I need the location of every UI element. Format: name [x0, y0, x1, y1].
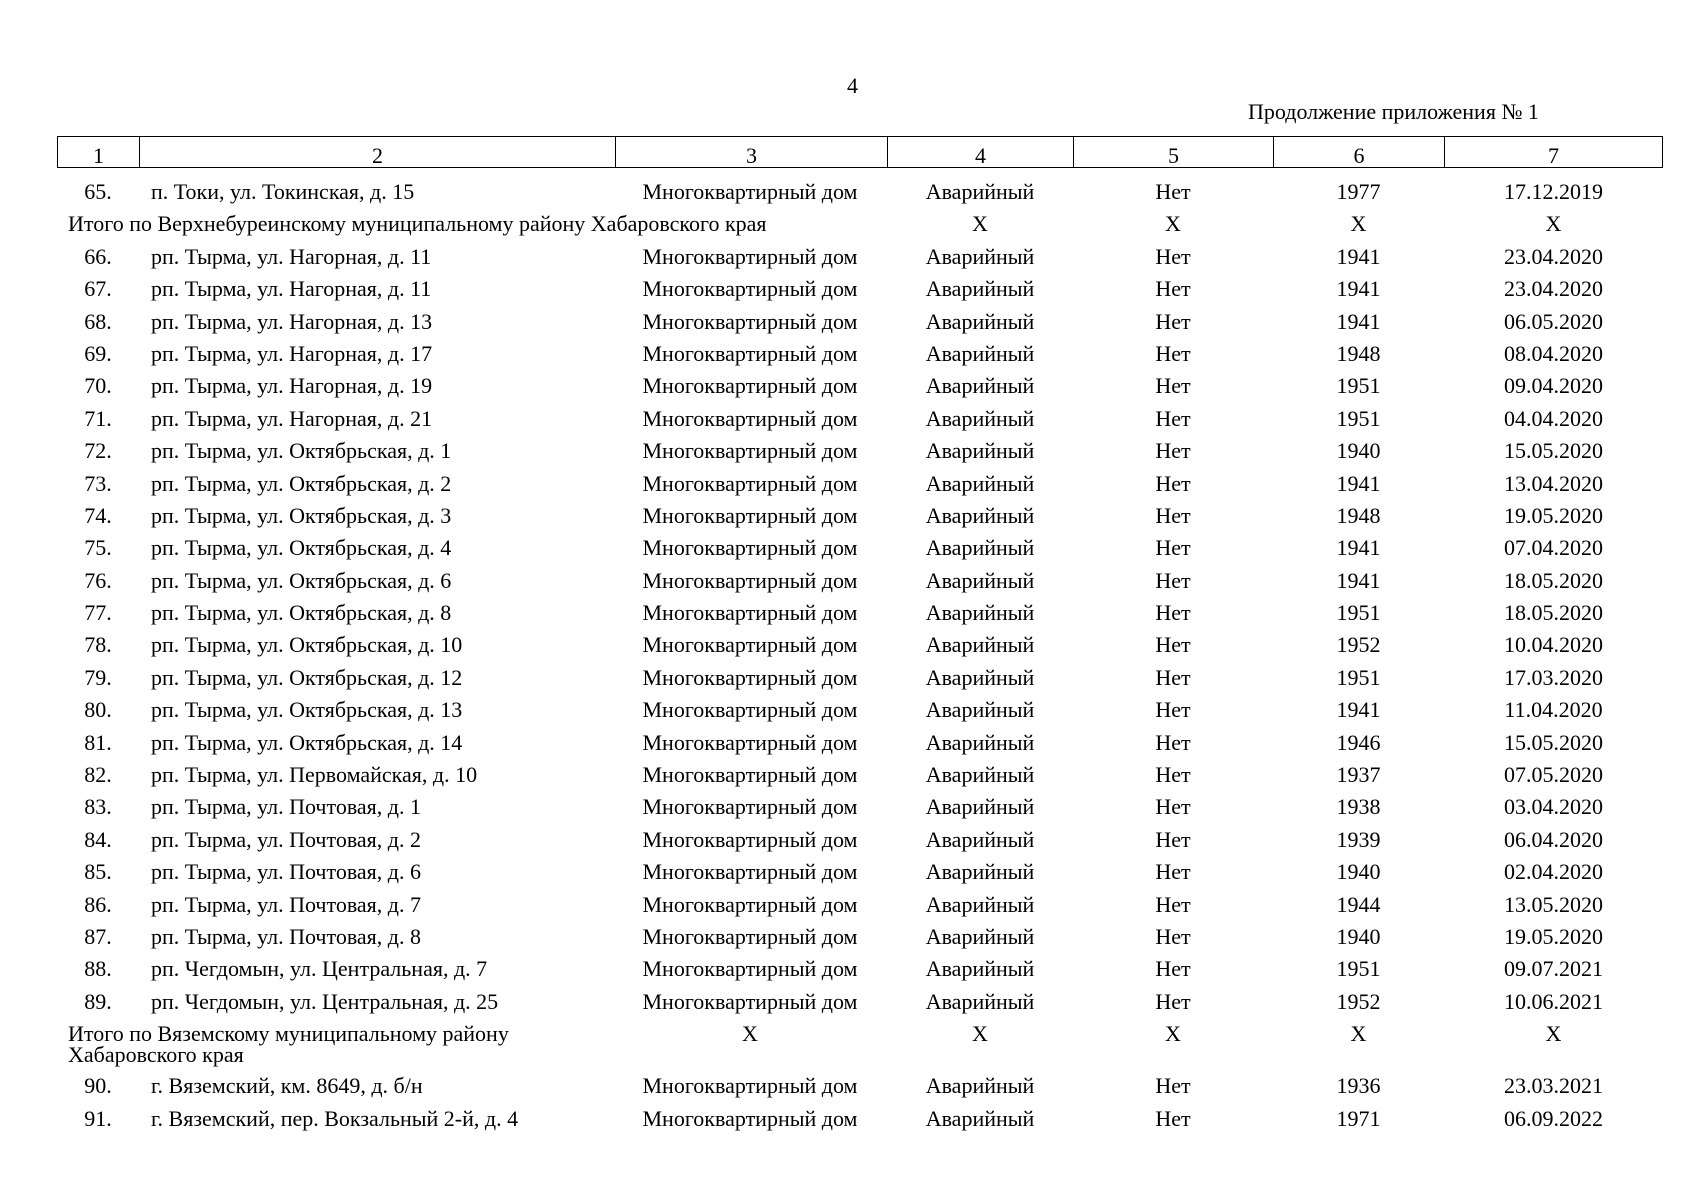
flag-cell: Нет	[1155, 502, 1191, 528]
date-cell: 13.04.2020	[1504, 470, 1603, 496]
address-cell: рп. Тырма, ул. Почтовая, д. 2	[151, 826, 421, 852]
flag-cell: Нет	[1155, 470, 1191, 496]
page-number: 4	[847, 73, 858, 98]
row-number: 80.	[84, 697, 112, 723]
address-cell: рп. Тырма, ул. Октябрьская, д. 10	[151, 632, 463, 658]
condition-cell: Аварийный	[925, 762, 1035, 788]
building-type-cell: Многоквартирный дом	[642, 729, 858, 755]
subtotal-x-6: Х	[1350, 1021, 1367, 1047]
address-cell: рп. Тырма, ул. Нагорная, д. 17	[151, 340, 433, 366]
address-cell: г. Вяземский, пер. Вокзальный 2-й, д. 4	[151, 1105, 519, 1131]
building-type-cell: Многоквартирный дом	[642, 470, 858, 496]
date-cell: 09.07.2021	[1504, 956, 1603, 982]
row-number: 90.	[84, 1073, 112, 1099]
column-header-5: 5	[1074, 137, 1274, 167]
flag-cell: Нет	[1155, 923, 1191, 949]
date-cell: 17.03.2020	[1504, 664, 1603, 690]
condition-cell: Аварийный	[925, 632, 1035, 658]
table-row	[0, 242, 1697, 274]
building-type-cell: Многоквартирный дом	[642, 1073, 858, 1099]
flag-cell: Нет	[1155, 535, 1191, 561]
row-number: 68.	[84, 308, 112, 334]
row-number: 78.	[84, 632, 112, 658]
year-cell: 1951	[1336, 373, 1381, 399]
condition-cell: Аварийный	[925, 340, 1035, 366]
condition-cell: Аварийный	[925, 179, 1035, 204]
date-cell: 06.04.2020	[1504, 826, 1603, 852]
subtotal-x-4: Х	[972, 1021, 988, 1047]
condition-cell: Аварийный	[925, 438, 1035, 464]
row-number: 74.	[84, 502, 112, 528]
building-type-cell: Многоквартирный дом	[642, 502, 858, 528]
condition-cell: Аварийный	[925, 988, 1035, 1014]
condition-cell: Аварийный	[925, 923, 1035, 949]
date-cell: 02.04.2020	[1504, 859, 1603, 885]
address-cell: рп. Тырма, ул. Октябрьская, д. 8	[151, 600, 452, 626]
subtotal-row	[0, 1019, 1697, 1071]
date-cell: 18.05.2020	[1504, 600, 1603, 626]
condition-cell: Аварийный	[925, 276, 1035, 302]
year-cell: 1937	[1336, 762, 1381, 788]
year-cell: 1944	[1336, 891, 1381, 917]
year-cell: 1971	[1336, 1105, 1381, 1131]
address-cell: рп. Тырма, ул. Нагорная, д. 13	[151, 308, 433, 334]
table-row	[0, 598, 1697, 630]
condition-cell: Аварийный	[925, 405, 1035, 431]
condition-cell: Аварийный	[925, 308, 1035, 334]
building-type-cell: Многоквартирный дом	[642, 988, 858, 1014]
table-row	[0, 695, 1697, 727]
building-type-cell: Многоквартирный дом	[642, 340, 858, 366]
flag-cell: Нет	[1155, 891, 1191, 917]
year-cell: 1941	[1336, 567, 1381, 593]
flag-cell: Нет	[1155, 340, 1191, 366]
year-cell: 1940	[1336, 923, 1381, 949]
column-header-1: 1	[58, 137, 140, 167]
appendix-caption: Продолжение приложения № 1	[1248, 99, 1539, 124]
building-type-cell: Многоквартирный дом	[642, 535, 858, 561]
subtotal-x-5: Х	[1165, 211, 1181, 237]
date-cell: 13.05.2020	[1504, 891, 1603, 917]
date-cell: 15.05.2020	[1504, 729, 1603, 755]
row-number: 82.	[84, 762, 112, 788]
address-cell: рп. Тырма, ул. Октябрьская, д. 6	[151, 567, 452, 593]
condition-cell: Аварийный	[925, 697, 1035, 723]
year-cell: 1941	[1336, 535, 1381, 561]
address-cell: рп. Тырма, ул. Октябрьская, д. 1	[151, 438, 452, 464]
flag-cell: Нет	[1155, 243, 1191, 269]
date-cell: 07.05.2020	[1504, 762, 1603, 788]
row-number: 72.	[84, 438, 112, 464]
row-number: 65.	[84, 179, 112, 204]
flag-cell: Нет	[1155, 762, 1191, 788]
building-type-cell: Многоквартирный дом	[642, 826, 858, 852]
condition-cell: Аварийный	[925, 600, 1035, 626]
building-type-cell: Многоквартирный дом	[642, 697, 858, 723]
year-cell: 1951	[1336, 405, 1381, 431]
table-row	[0, 469, 1697, 501]
row-number: 84.	[84, 826, 112, 852]
condition-cell: Аварийный	[925, 891, 1035, 917]
row-number: 73.	[84, 470, 112, 496]
building-type-cell: Многоквартирный дом	[642, 794, 858, 820]
address-cell: рп. Чегдомын, ул. Центральная, д. 7	[151, 956, 488, 982]
table-row	[0, 987, 1697, 1019]
building-type-cell: Многоквартирный дом	[642, 956, 858, 982]
flag-cell: Нет	[1155, 600, 1191, 626]
year-cell: 1946	[1336, 729, 1381, 755]
building-type-cell: Многоквартирный дом	[642, 243, 858, 269]
column-header-6: 6	[1274, 137, 1445, 167]
table-body	[0, 177, 1697, 1136]
row-number: 67.	[84, 276, 112, 302]
table-row	[0, 1104, 1697, 1136]
year-cell: 1948	[1336, 340, 1381, 366]
table-row	[0, 954, 1697, 986]
table-row	[0, 274, 1697, 306]
year-cell: 1951	[1336, 664, 1381, 690]
row-number: 70.	[84, 373, 112, 399]
address-cell: рп. Тырма, ул. Первомайская, д. 10	[151, 762, 478, 788]
address-cell: п. Токи, ул. Токинская, д. 15	[151, 179, 415, 204]
subtotal-x-7: Х	[1545, 211, 1562, 237]
address-cell: рп. Тырма, ул. Октябрьская, д. 4	[151, 535, 452, 561]
row-number: 79.	[84, 664, 112, 690]
building-type-cell: Многоквартирный дом	[642, 632, 858, 658]
address-cell: рп. Тырма, ул. Октябрьская, д. 2	[151, 470, 452, 496]
table-row	[0, 566, 1697, 598]
address-cell: рп. Чегдомын, ул. Центральная, д. 25	[151, 988, 499, 1014]
year-cell: 1951	[1336, 956, 1381, 982]
flag-cell: Нет	[1155, 632, 1191, 658]
condition-cell: Аварийный	[925, 1073, 1035, 1099]
address-cell: рп. Тырма, ул. Почтовая, д. 7	[151, 891, 421, 917]
subtotal-label: Итого по Верхнебуреинскому муниципальному району Хабаровского края	[68, 211, 767, 237]
date-cell: 23.04.2020	[1504, 276, 1603, 302]
building-type-cell: Многоквартирный дом	[642, 600, 858, 626]
column-header-3: 3	[616, 137, 888, 167]
flag-cell: Нет	[1155, 567, 1191, 593]
flag-cell: Нет	[1155, 956, 1191, 982]
table-row	[0, 339, 1697, 371]
year-cell: 1948	[1336, 502, 1381, 528]
year-cell: 1940	[1336, 859, 1381, 885]
condition-cell: Аварийный	[925, 826, 1035, 852]
condition-cell: Аварийный	[925, 535, 1035, 561]
date-cell: 23.04.2020	[1504, 243, 1603, 269]
column-header-4: 4	[888, 137, 1074, 167]
table-row	[0, 436, 1697, 468]
flag-cell: Нет	[1155, 276, 1191, 302]
year-cell: 1938	[1336, 794, 1381, 820]
row-number: 69.	[84, 340, 112, 366]
building-type-cell: Многоквартирный дом	[642, 276, 858, 302]
table-row	[0, 792, 1697, 824]
flag-cell: Нет	[1155, 405, 1191, 431]
address-cell: рп. Тырма, ул. Нагорная, д. 21	[151, 405, 433, 431]
table-row	[0, 501, 1697, 533]
table-header	[57, 136, 1663, 168]
date-cell: 06.05.2020	[1504, 308, 1603, 334]
table-row	[0, 663, 1697, 695]
condition-cell: Аварийный	[925, 729, 1035, 755]
subtotal-row	[0, 209, 1697, 241]
row-number: 66.	[84, 243, 112, 269]
year-cell: 1951	[1336, 600, 1381, 626]
building-type-cell: Многоквартирный дом	[642, 405, 858, 431]
address-cell: рп. Тырма, ул. Октябрьская, д. 13	[151, 697, 463, 723]
year-cell: 1940	[1336, 438, 1381, 464]
year-cell: 1936	[1336, 1073, 1381, 1099]
row-number: 75.	[84, 535, 112, 561]
condition-cell: Аварийный	[925, 470, 1035, 496]
row-number: 71.	[84, 405, 112, 431]
date-cell: 19.05.2020	[1504, 502, 1603, 528]
date-cell: 07.04.2020	[1504, 535, 1603, 561]
building-type-cell: Многоквартирный дом	[642, 664, 858, 690]
row-number: 88.	[84, 956, 112, 982]
condition-cell: Аварийный	[925, 794, 1035, 820]
flag-cell: Нет	[1155, 373, 1191, 399]
year-cell: 1939	[1336, 826, 1381, 852]
condition-cell: Аварийный	[925, 502, 1035, 528]
table-row	[0, 307, 1697, 339]
column-header-2: 2	[140, 137, 616, 167]
table-row	[0, 857, 1697, 889]
date-cell: 11.04.2020	[1504, 697, 1603, 723]
table-row	[0, 1071, 1697, 1103]
building-type-cell: Многоквартирный дом	[642, 762, 858, 788]
row-number: 81.	[84, 729, 112, 755]
address-cell: рп. Тырма, ул. Октябрьская, д. 3	[151, 502, 452, 528]
flag-cell: Нет	[1155, 826, 1191, 852]
building-type-cell: Многоквартирный дом	[642, 179, 858, 204]
subtotal-x-3: Х	[742, 1021, 758, 1047]
subtotal-x-5: Х	[1165, 1021, 1181, 1047]
address-cell: рп. Тырма, ул. Почтовая, д. 8	[151, 923, 421, 949]
table-row	[0, 825, 1697, 857]
subtotal-x-7: Х	[1545, 1021, 1562, 1047]
year-cell: 1941	[1336, 470, 1381, 496]
building-type-cell: Многоквартирный дом	[642, 373, 858, 399]
row-number: 83.	[84, 794, 112, 820]
building-type-cell: Многоквартирный дом	[642, 308, 858, 334]
row-number: 89.	[84, 988, 112, 1014]
building-type-cell: Многоквартирный дом	[642, 1105, 858, 1131]
flag-cell: Нет	[1155, 794, 1191, 820]
table-row	[0, 890, 1697, 922]
row-number: 85.	[84, 859, 112, 885]
year-cell: 1977	[1336, 179, 1381, 204]
table-row	[0, 630, 1697, 662]
condition-cell: Аварийный	[925, 1105, 1035, 1131]
date-cell: 09.04.2020	[1504, 373, 1603, 399]
condition-cell: Аварийный	[925, 956, 1035, 982]
flag-cell: Нет	[1155, 308, 1191, 334]
subtotal-x-6: Х	[1350, 211, 1367, 237]
date-cell: 04.04.2020	[1504, 405, 1603, 431]
flag-cell: Нет	[1155, 729, 1191, 755]
date-cell: 10.06.2021	[1504, 988, 1603, 1014]
address-cell: рп. Тырма, ул. Нагорная, д. 19	[151, 373, 433, 399]
date-cell: 23.03.2021	[1504, 1073, 1603, 1099]
year-cell: 1941	[1336, 276, 1381, 302]
date-cell: 17.12.2019	[1504, 179, 1603, 204]
flag-cell: Нет	[1155, 988, 1191, 1014]
address-cell: рп. Тырма, ул. Нагорная, д. 11	[151, 243, 432, 269]
subtotal-x-4: Х	[972, 211, 988, 237]
table-row	[0, 922, 1697, 954]
address-cell: рп. Тырма, ул. Почтовая, д. 6	[151, 859, 421, 885]
table-row	[0, 760, 1697, 792]
flag-cell: Нет	[1155, 1073, 1191, 1099]
year-cell: 1941	[1336, 243, 1381, 269]
address-cell: рп. Тырма, ул. Нагорная, д. 11	[151, 276, 432, 302]
condition-cell: Аварийный	[925, 664, 1035, 690]
condition-cell: Аварийный	[925, 859, 1035, 885]
year-cell: 1941	[1336, 308, 1381, 334]
address-cell: рп. Тырма, ул. Октябрьская, д. 12	[151, 664, 463, 690]
row-number: 86.	[84, 891, 112, 917]
table-row	[0, 533, 1697, 565]
building-type-cell: Многоквартирный дом	[642, 923, 858, 949]
date-cell: 18.05.2020	[1504, 567, 1603, 593]
flag-cell: Нет	[1155, 664, 1191, 690]
condition-cell: Аварийный	[925, 373, 1035, 399]
flag-cell: Нет	[1155, 438, 1191, 464]
row-number: 91.	[84, 1105, 112, 1131]
row-number: 77.	[84, 600, 112, 626]
date-cell: 03.04.2020	[1504, 794, 1603, 820]
building-type-cell: Многоквартирный дом	[642, 438, 858, 464]
condition-cell: Аварийный	[925, 243, 1035, 269]
date-cell: 15.05.2020	[1504, 438, 1603, 464]
table-row	[0, 371, 1697, 403]
flag-cell: Нет	[1155, 859, 1191, 885]
building-type-cell: Многоквартирный дом	[642, 891, 858, 917]
building-type-cell: Многоквартирный дом	[642, 859, 858, 885]
flag-cell: Нет	[1155, 697, 1191, 723]
table-row	[0, 177, 1697, 209]
date-cell: 06.09.2022	[1504, 1105, 1603, 1131]
date-cell: 19.05.2020	[1504, 923, 1603, 949]
year-cell: 1952	[1336, 988, 1381, 1014]
year-cell: 1952	[1336, 632, 1381, 658]
address-cell: рп. Тырма, ул. Почтовая, д. 1	[151, 794, 421, 820]
subtotal-label: Итого по Вяземскому муниципальному району Хабаровского края	[68, 1021, 509, 1068]
date-cell: 08.04.2020	[1504, 340, 1603, 366]
condition-cell: Аварийный	[925, 567, 1035, 593]
year-cell: 1941	[1336, 697, 1381, 723]
date-cell: 10.04.2020	[1504, 632, 1603, 658]
row-number: 87.	[84, 923, 112, 949]
table-row	[0, 404, 1697, 436]
row-number: 76.	[84, 567, 112, 593]
column-header-7: 7	[1548, 143, 1559, 168]
address-cell: г. Вяземский, км. 8649, д. б/н	[151, 1073, 423, 1099]
address-cell: рп. Тырма, ул. Октябрьская, д. 14	[151, 729, 463, 755]
building-type-cell: Многоквартирный дом	[642, 567, 858, 593]
table-row	[0, 728, 1697, 760]
flag-cell: Нет	[1155, 179, 1191, 204]
flag-cell: Нет	[1155, 1105, 1191, 1131]
